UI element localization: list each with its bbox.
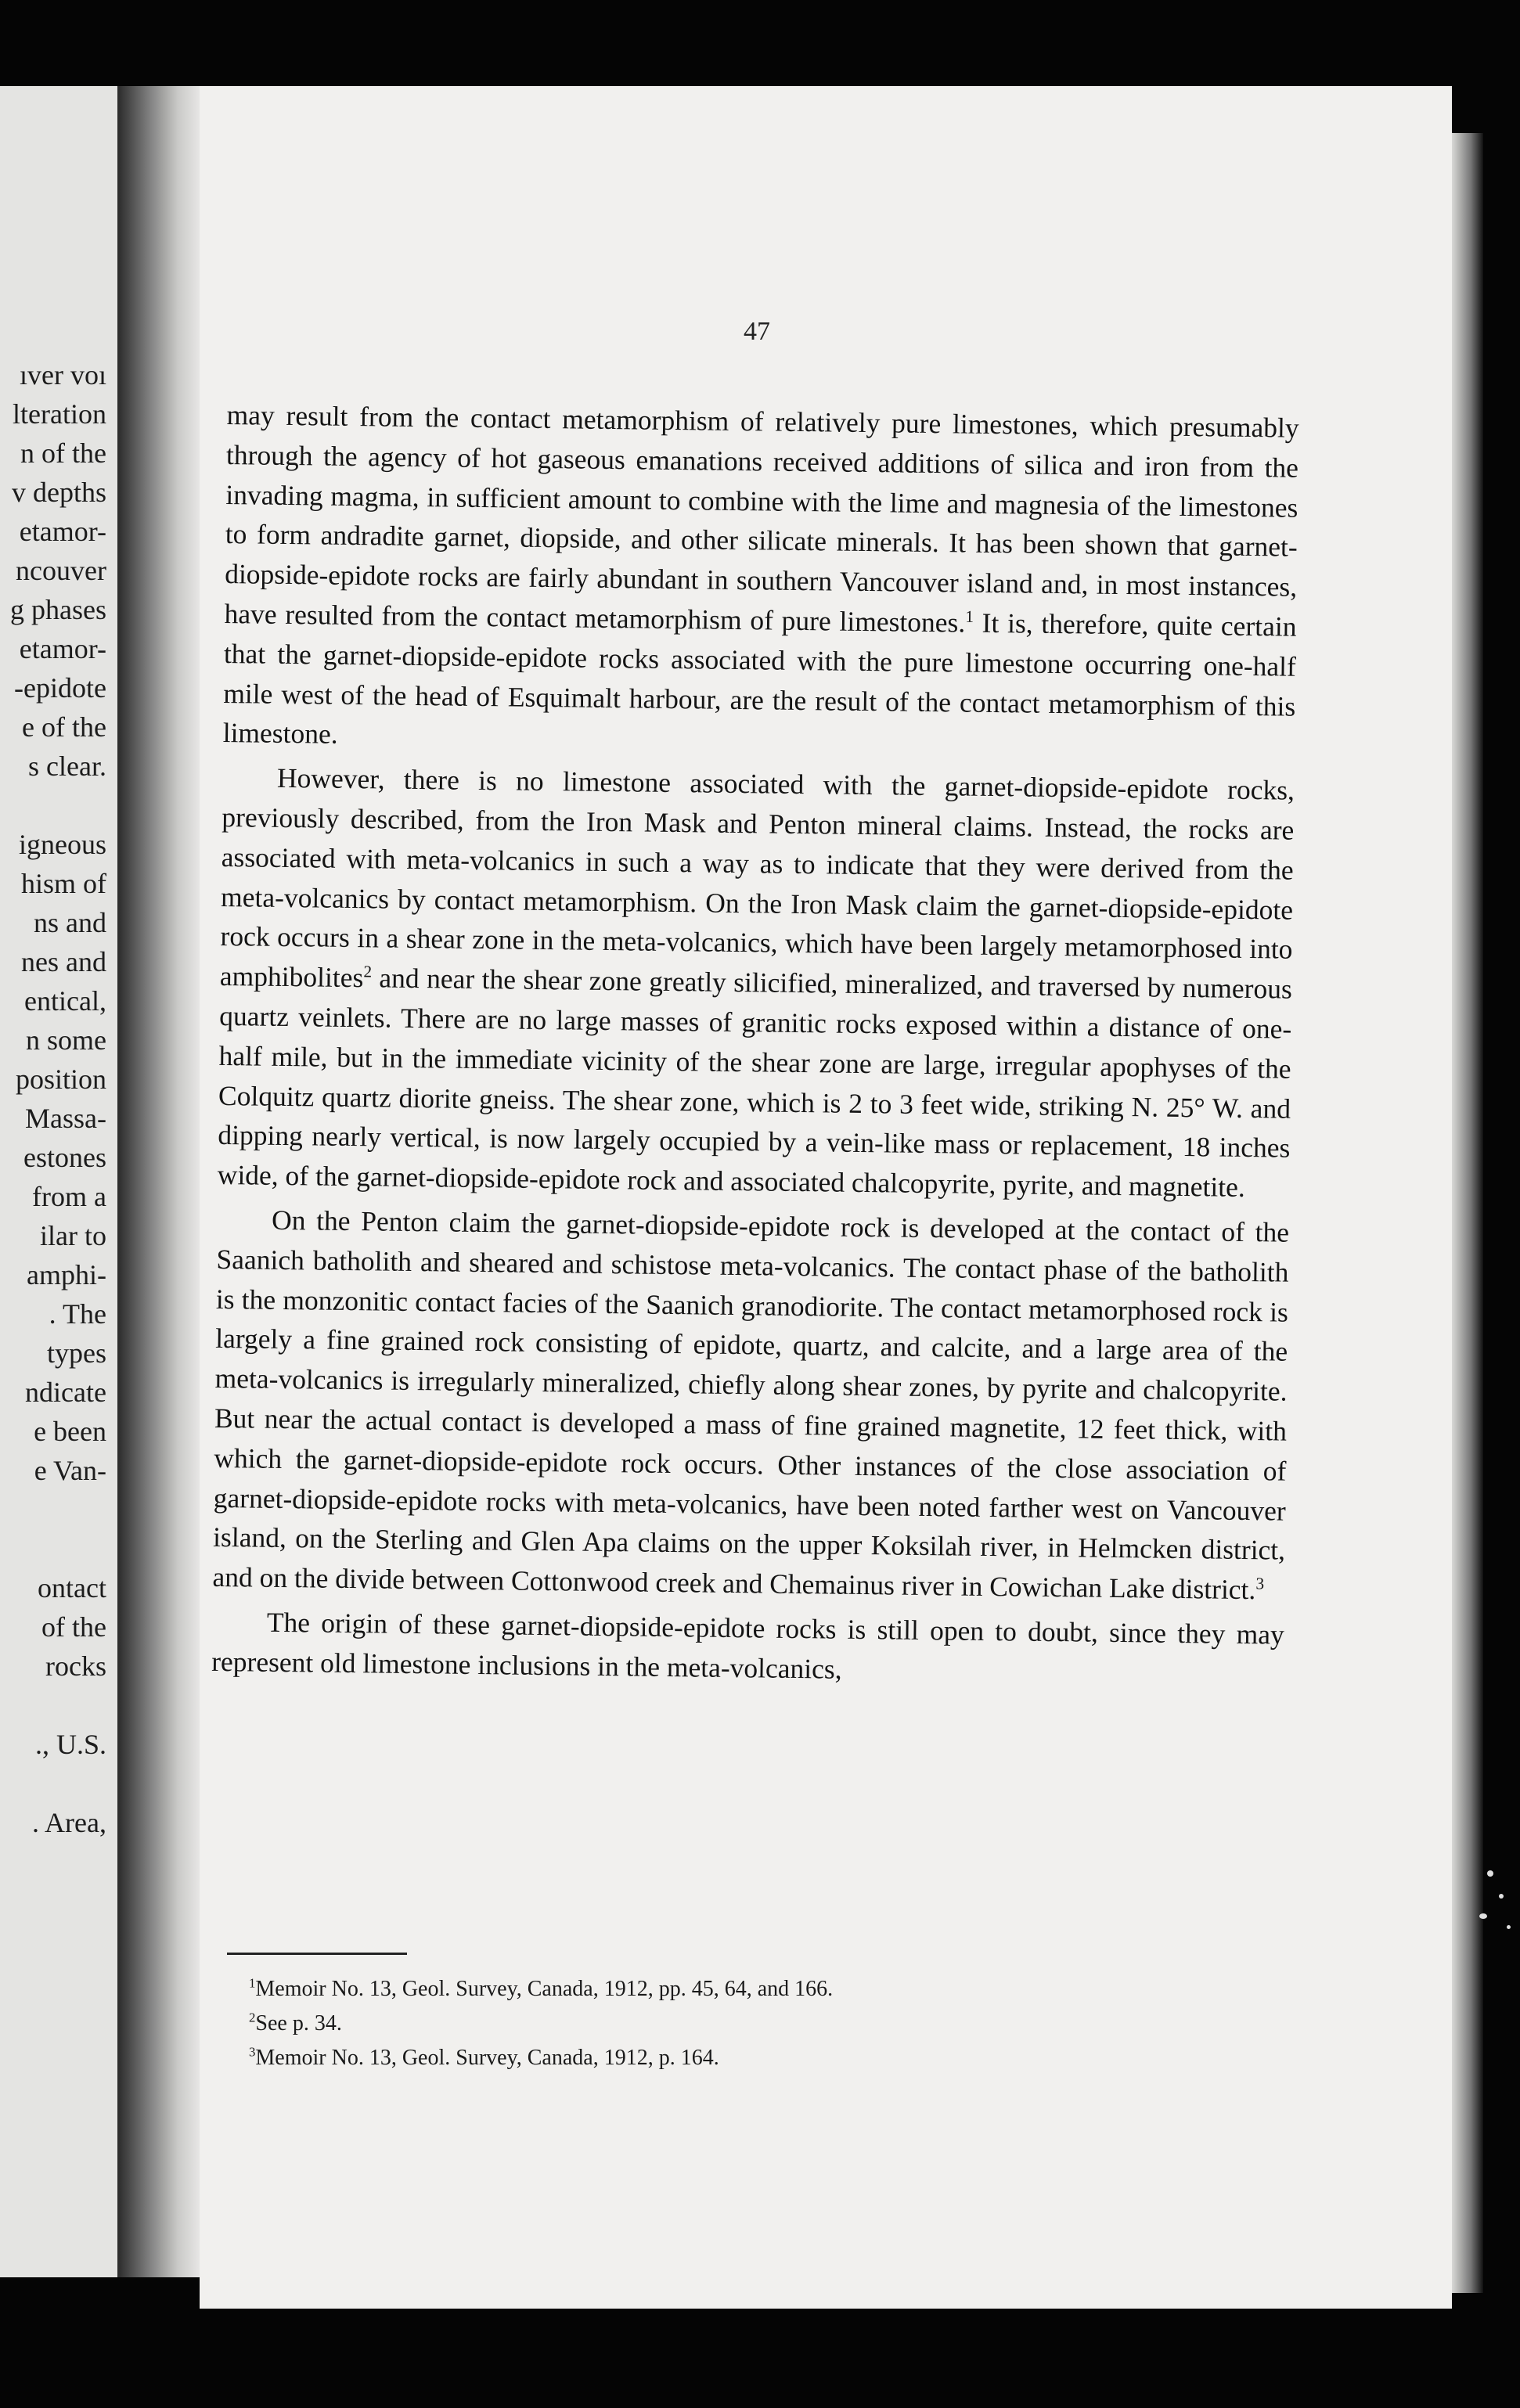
paragraph-text: However, there is no limestone associated with the garnet-diopside-epidote rocks, previously described, from the Iron Mask and Penton mineral claims. Instead, the rocks are associated with meta-volcanics in such a way as to indicate that they were derived from the meta-volcanics by contact metamorphism. On the Iron Mask claim the garnet-diopside-epidote rock occurs in a shear zone in the meta-volcanics, which have been largely metamorphosed into amphibolites	[219, 761, 1295, 994]
facing-page-fragment: rocks	[45, 1650, 106, 1682]
footnote	[249, 1972, 1110, 2007]
paragraph-text: It is, therefore, quite certain that the garnet-diopside-epidote rocks associated with the pure limestone occurring one-half mile west of the head of Esquimalt harbour, are the result of the contact metamorphism of this limestone.	[222, 606, 1297, 750]
footnote-text: See p. 34.	[255, 2011, 342, 2035]
footnote-ref: 3	[1255, 1574, 1265, 1593]
facing-page	[0, 86, 117, 2277]
facing-page-fragment: ., U.S.	[34, 1729, 106, 1760]
paragraph-text: and near the shear zone greatly silicified, mineralized, and traversed by numerous quartz veinlets. There are no large masses of granitic rocks exposed within a distance of one-half mile, but in the immediate vicinity of the shear zone are large, irregular apophyses of the Colquitz quartz diorite gneiss. The shear zone, which is 2 to 3 feet wide, striking N. 25° W. and dipping nearly vertical, is now largely occupied by a vein-like mass or replacement, 18 inches wide, of the garnet-diopside-epidote rock and associated chalcopyrite, pyrite, and magnetite.	[217, 962, 1293, 1204]
facing-page-fragment: e been	[34, 1416, 106, 1447]
facing-page-fragment: lteration	[13, 398, 106, 430]
facing-page-fragment: ilar to	[40, 1220, 106, 1251]
facing-page-fragment: e of the	[22, 711, 106, 743]
facing-page-fragment: entical,	[24, 985, 106, 1017]
paragraph	[212, 1200, 1289, 1611]
page-edge-shadow	[1452, 133, 1483, 2293]
facing-page-fragment: g phases	[10, 594, 106, 625]
paragraph-text: may result from the contact metamorphism of relatively pure limestones, which presumably through the agency of hot gaseous emanations received additions of silica and iron from the invading magma, in sufficient amount to combine with the lime and magnesia of the limestones to form andradite garnet, diopside, and other silicate minerals. It has been shown that garnet-diopside-epidote rocks are fairly abundant in southern Vancouver island and, in most instances, have resulted from the contact metamorphism of pure limestones.	[224, 398, 1299, 639]
scan-speckle	[1507, 1925, 1511, 1929]
facing-page-fragment: s clear.	[28, 750, 106, 782]
binding-gutter	[117, 86, 204, 2277]
facing-page-fragment: position	[15, 1064, 106, 1095]
paragraph-text: On the Penton claim the garnet-diopside-epidote rock is developed at the contact of the Saanich batholith and sheared and schistose meta-volcanics. The contact phase of the batholith is the monzonitic contact facies of the Saanich granodiorite. The contact metamorphosed rock is largely a fine grained rock consisting of epidote, quartz, and calcite, and a large area of the meta-volcanics is irregularly mineralized, chiefly along shear zones, by pyrite and chalcopyrite. But near the actual contact is developed a mass of fine grained magnetite, 12 feet thick, with which the garnet-diopside-epidote rock occurs. Other instances of the close association of garnet-diopside-epidote rocks with meta-volcanics, have been noted farther west on Vancouver island, on the Sterling and Glen Apa claims on the upper Koksilah river, in Helmcken district, and on the divide between Cottonwood creek and Chemainus river in Cowichan Lake district.	[212, 1204, 1290, 1606]
facing-page-fragment: ontact	[38, 1572, 106, 1604]
facing-page-fragment: n some	[26, 1024, 106, 1056]
footnote-mark: 2	[249, 2010, 256, 2025]
facing-page-fragment: . Area,	[32, 1807, 106, 1838]
facing-page-fragment: . The	[49, 1298, 106, 1330]
footnote	[249, 2007, 1110, 2041]
facing-page-fragment: hism of	[20, 868, 106, 899]
facing-page-fragment: of the	[41, 1611, 106, 1643]
footnote-mark: 3	[249, 2044, 256, 2060]
paragraph-text: The origin of these garnet-diopside-epidote rocks is still open to doubt, since they may represent old limestone inclusions in the meta-volcanics,	[211, 1606, 1284, 1685]
facing-page-fragment: etamor-	[19, 516, 106, 547]
facing-page-fragment: Massa-	[25, 1103, 106, 1134]
facing-page-fragment: ns and	[34, 907, 106, 938]
footnote	[249, 2041, 1110, 2075]
facing-page-fragment: ncouver	[16, 555, 106, 586]
facing-page-fragment: amphi-	[27, 1259, 106, 1290]
facing-page-fragment: e Van-	[34, 1455, 106, 1486]
scan-speckle	[1487, 1870, 1493, 1877]
scan-speckle	[1499, 1894, 1504, 1899]
footnote-text: Memoir No. 13, Geol. Survey, Canada, 1912, pp. 45, 64, and 166.	[255, 1977, 834, 2001]
paragraph	[218, 758, 1295, 1208]
facing-page-fragment: v depths	[12, 477, 106, 508]
facing-page-fragment: nes and	[21, 946, 106, 977]
footnote-text: Memoir No. 13, Geol. Survey, Canada, 1912, p. 164.	[255, 2046, 719, 2070]
facing-page-fragment: ndicate	[25, 1377, 106, 1408]
body-text	[211, 395, 1299, 1699]
footnote-mark: 1	[249, 1975, 256, 1991]
footnote-ref: 2	[363, 962, 373, 981]
paragraph	[211, 1602, 1284, 1694]
facing-page-fragment: n of the	[20, 437, 106, 469]
facing-page-fragment: ıver voı	[20, 359, 106, 391]
footnotes	[249, 1972, 1110, 2075]
footnote-rule	[227, 1953, 407, 1955]
scan-speckle	[1479, 1913, 1487, 1919]
facing-page-fragment: igneous	[19, 829, 106, 860]
facing-page-fragment: types	[47, 1337, 106, 1369]
facing-page-fragment: from a	[32, 1181, 106, 1212]
facing-page-fragment: estones	[23, 1142, 106, 1173]
page-number: 47	[744, 317, 770, 346]
facing-page-fragment: -epidote	[14, 672, 106, 704]
facing-page-fragment: etamor-	[19, 633, 106, 664]
paragraph	[222, 395, 1298, 766]
footnote-ref: 1	[965, 606, 974, 626]
